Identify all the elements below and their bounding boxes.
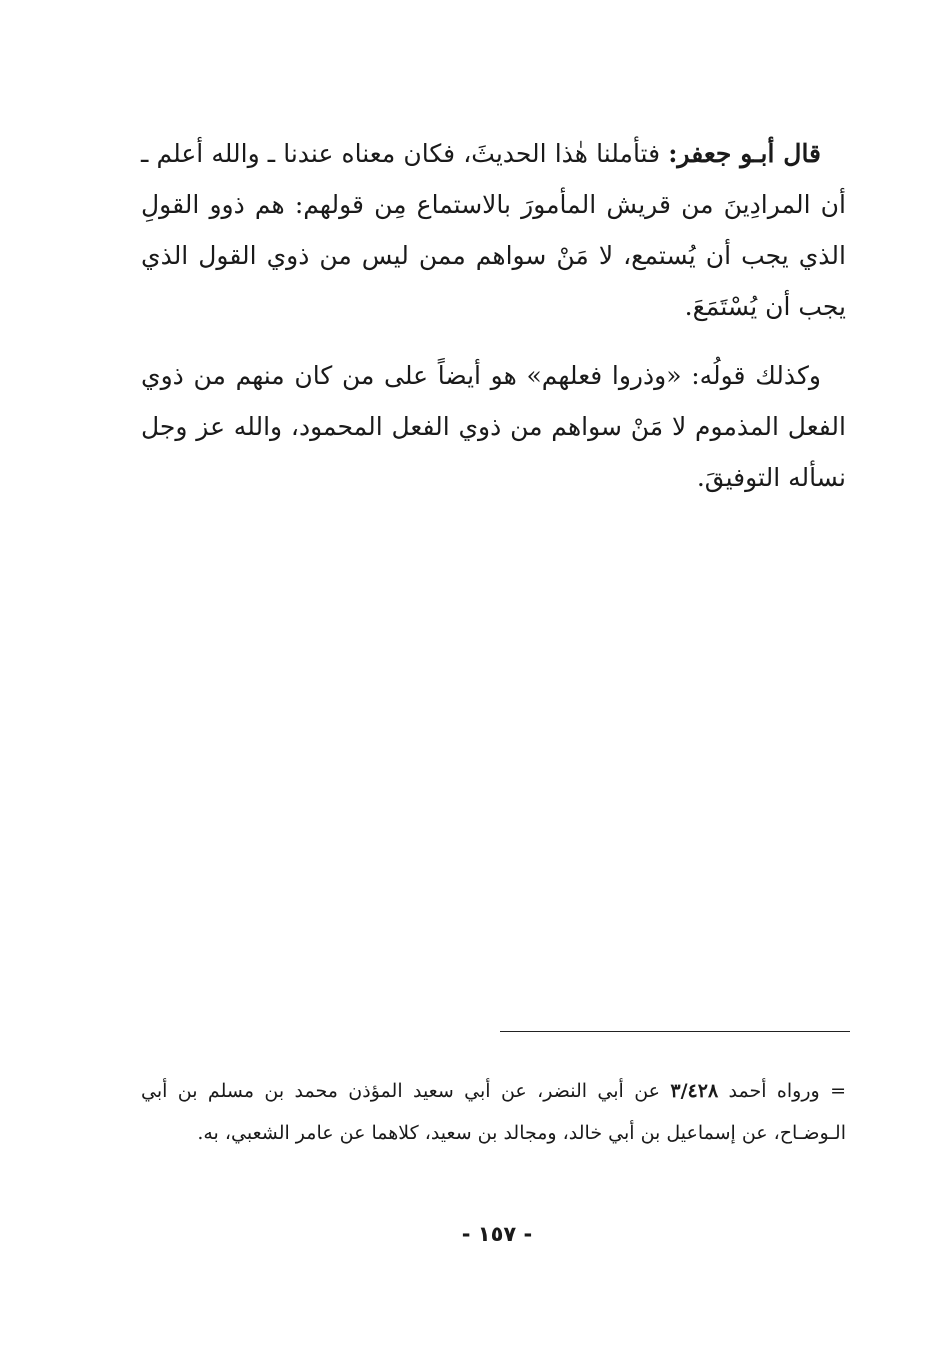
- paragraph-text: وكذلك قولُه: «وذروا فعلهم» هو أيضاً على من كان منهم من ذوي الفعل المذموم لا مَنْ سواهم من ذوي الفعل المحمود، والله عز وجل نسأله التوفيقَ.: [141, 361, 846, 492]
- page-number: - ١٥٧ -: [461, 1222, 533, 1246]
- paragraph: [141, 350, 846, 503]
- footnote-reference: ٣/٤٢٨: [670, 1080, 719, 1102]
- footnote: [141, 1070, 846, 1154]
- paragraph: [141, 128, 846, 332]
- footnote-text-start: = ورواه أحمد: [718, 1080, 846, 1102]
- footnote-text-end: عن أبي النضر، عن أبي سعيد المؤذن محمد بن مسلم بن أبي الـوضـاح، عن إسماعيل بن أبي خالد، ومجالد بن سعيد، كلاهما عن عامر الشعبي، به.: [141, 1080, 846, 1144]
- main-text: [141, 128, 846, 503]
- footnote-divider: [500, 1031, 850, 1032]
- speaker-label: قال أبـو جعفر:: [668, 139, 822, 168]
- paragraph-text: فتأملنا هٰذا الحديثَ، فكان معناه عندنا ـ والله أعلم ـ أن المرادِينَ من قريش المأمورَ بالاستماع مِن قولهم: هم ذوو القولِ الذي يجب أن يُستمع، لا مَنْ سواهم ممن ليس من ذوي القول الذي يجب أن يُسْتَمَعَ.: [141, 139, 846, 321]
